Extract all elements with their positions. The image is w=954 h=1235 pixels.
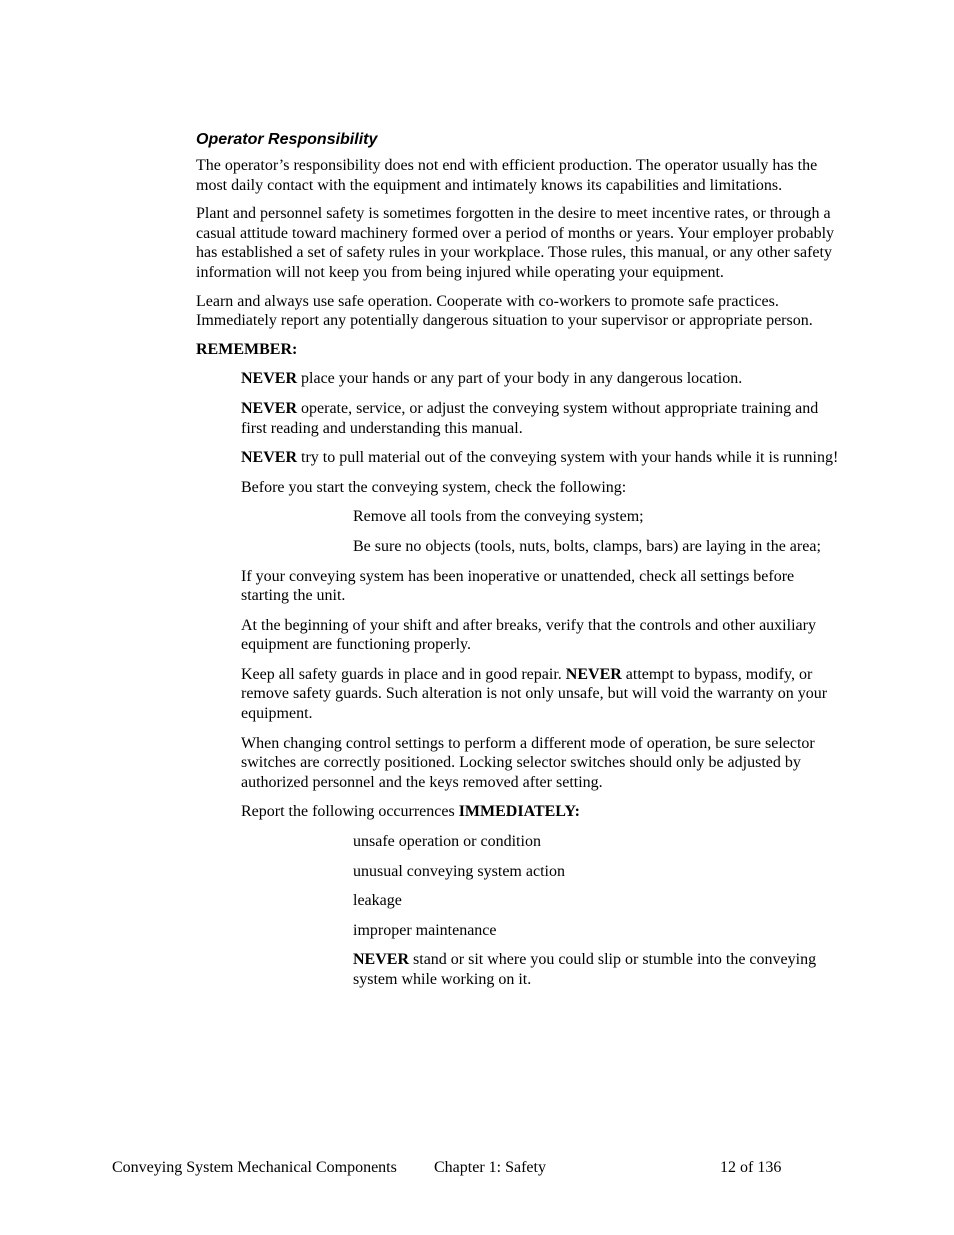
section-title: Operator Responsibility: [196, 131, 378, 148]
rule-safety-guards: [241, 665, 846, 724]
before-start-text: Before you start the conveying system, check the following:: [241, 478, 627, 496]
rule-inoperative: If your conveying system has been inoperative or unattended, check all settings before starting the unit.: [241, 567, 795, 605]
check-item: Be sure no objects (tools, nuts, bolts, clamps, bars) are laying in the area;: [353, 537, 821, 555]
report-item: unsafe operation or condition: [353, 833, 541, 851]
never-keyword: NEVER: [353, 951, 410, 969]
rule-text: operate, service, or adjust the conveying system without appropriate training and first reading and understanding this manual.: [241, 399, 819, 437]
rule-text: place your hands or any part of your body in any dangerous location.: [297, 370, 743, 388]
footer-document-title: Conveying System Mechanical Components: [112, 1159, 397, 1176]
report-item: improper maintenance: [353, 921, 497, 939]
footer-page-number: 12 of 136: [720, 1159, 782, 1176]
rule-control-settings: When changing control settings to perform a different mode of operation, be sure selector switches are correctly positioned. Locking selector switches should only be adjusted by authorized personnel and the keys removed after setting.: [241, 734, 815, 791]
never-keyword: NEVER: [565, 665, 622, 683]
rule-never-pull-material: [241, 448, 846, 468]
rule-text: Report the following occurrences: [241, 803, 459, 821]
paragraph-operator-responsibility: The operator’s responsibility does not end with efficient production. The operator usually has the most daily contact with the equipment and intimately knows its capabilities and limitations.: [196, 157, 818, 194]
rule-text: stand or sit where you could slip or stumble into the conveying system while working on it.: [353, 951, 817, 988]
rule-never-operate: [241, 399, 846, 438]
report-item: leakage: [353, 892, 402, 910]
never-keyword: NEVER: [241, 399, 298, 417]
page-footer: [112, 1158, 812, 1180]
rule-text: attempt to bypass, modify, or remove safety guards. Such alteration is not only unsafe, but will void the warranty on your equipment.: [241, 665, 828, 723]
rule-text: Keep all safety guards in place and in good repair.: [241, 665, 566, 683]
paragraph-safe-operation: Learn and always use safe operation. Cooperate with co-workers to promote safe practices. Immediately report any potentially dangerous situation to your supervisor or appropriate person.: [196, 292, 813, 330]
check-item: Remove all tools from the conveying system;: [353, 508, 644, 526]
report-item: unusual conveying system action: [353, 862, 565, 880]
rule-text: try to pull material out of the conveying system with your hands while it is running!: [297, 449, 839, 467]
immediately-keyword: IMMEDIATELY:: [458, 803, 580, 821]
never-keyword: NEVER: [241, 449, 298, 467]
paragraph-plant-safety: Plant and personnel safety is sometimes forgotten in the desire to meet incentive rates, or through a casual attitude toward machinery formed over a period of months or years. Your employer probably has established a set of safety rules in your workplace. Those rules, this manual, or any other safety information will not keep you from being injured while operating your equipment.: [196, 205, 835, 281]
footer-chapter: Chapter 1: Safety: [434, 1159, 546, 1176]
rule-never-hands: [241, 369, 846, 389]
never-keyword: NEVER: [241, 370, 298, 388]
rule-shift-check: At the beginning of your shift and after breaks, verify that the controls and other auxiliary equipment are functioning properly.: [241, 616, 816, 654]
rule-never-stand: [353, 950, 846, 989]
report-heading: [241, 802, 846, 822]
remember-heading: REMEMBER:: [196, 340, 298, 358]
page-content: [196, 130, 846, 1000]
